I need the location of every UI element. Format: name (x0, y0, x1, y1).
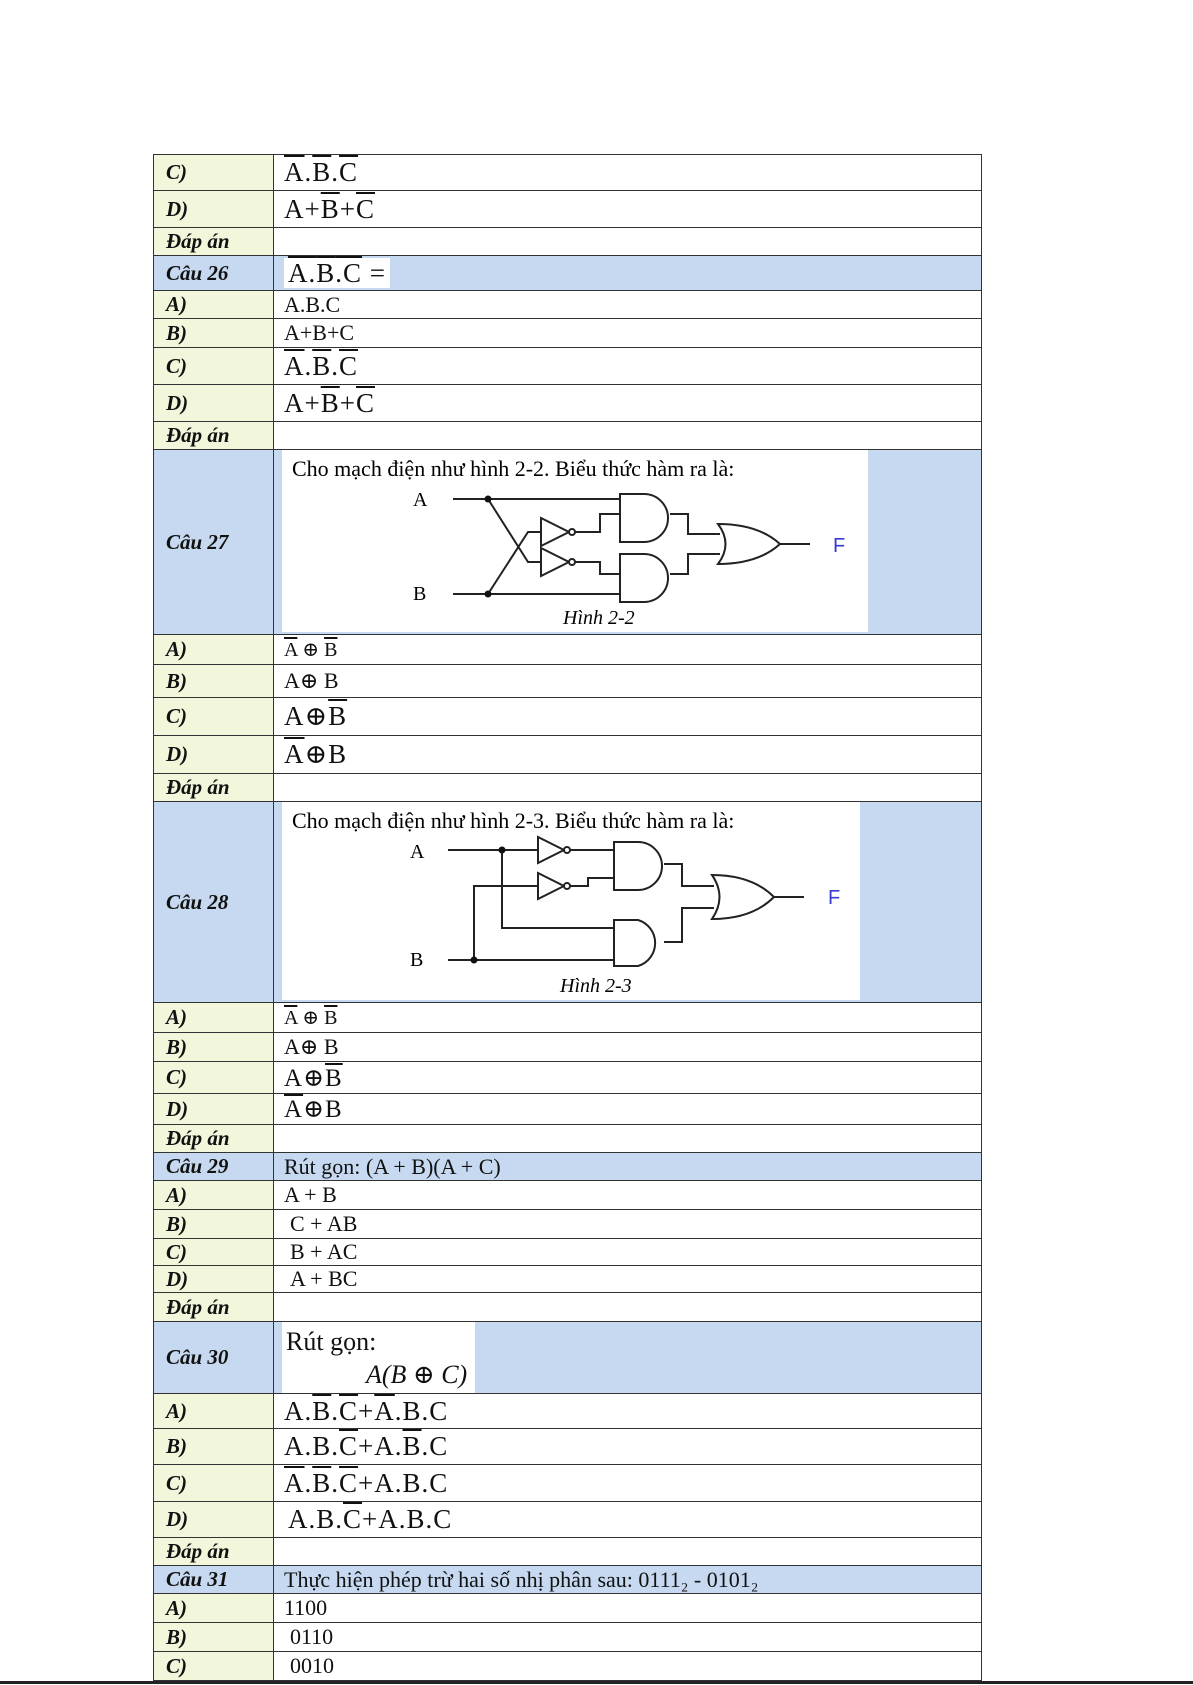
option-b-value: A⊕ B (274, 1033, 982, 1062)
question-label: Câu 27 (154, 450, 274, 635)
answer-label: Đáp án (154, 774, 274, 802)
answer-value[interactable] (274, 1293, 982, 1322)
junction-dot (485, 591, 492, 598)
option-c-value (274, 698, 982, 736)
figure-caption: Hình 2-2 (563, 607, 635, 629)
question-text: Cho mạch điện như hình 2-2. Biểu thức hàm ra là: (292, 456, 735, 481)
option-label-a: A) (154, 1003, 274, 1033)
question-body (274, 802, 982, 1003)
answer-label: Đáp án (154, 1538, 274, 1566)
figure-caption: Hình 2-3 (560, 975, 632, 997)
question-row (154, 1153, 982, 1181)
math-expression: $A+\overline{B}+\overline{C}$ (284, 387, 375, 418)
question-label: Câu 29 (154, 1153, 274, 1181)
answer-label: Đáp án (154, 1293, 274, 1322)
option-b-value: A+B+C (274, 319, 982, 348)
math-expression: $\overline{A}.\overline{B}.\overline{C}$ (284, 350, 359, 381)
answer-row (154, 228, 982, 256)
option-label-b: B) (154, 1210, 274, 1239)
junction-dot (499, 847, 506, 854)
circuit-figure-2-2 (282, 450, 868, 632)
option-label-d: D) (154, 1094, 274, 1125)
math-expression: $\overline{A}.\overline{B}.\overline{C}+A.B.C$ (284, 1467, 449, 1498)
option-row (154, 385, 982, 422)
option-d-value (274, 1502, 982, 1538)
input-a-label: A (410, 841, 425, 863)
question-expression: A(B ⊕ C) (366, 1359, 468, 1389)
question-label: Câu 28 (154, 802, 274, 1003)
option-label-c: C) (154, 348, 274, 385)
option-a-value: $\overline{A}$ ⊕ $\overline{B}$ (274, 635, 982, 665)
option-row (154, 736, 982, 774)
math-expression: $\overline{A}\oplus B$ (284, 739, 348, 769)
page-bottom-rule (0, 1681, 1193, 1684)
option-row (154, 319, 982, 348)
option-c-value (274, 348, 982, 385)
option-row (154, 635, 982, 665)
option-label-b: B) (154, 665, 274, 698)
option-row (154, 191, 982, 228)
option-b-value (274, 1429, 982, 1465)
question-row (154, 802, 982, 1003)
option-d-value (274, 736, 982, 774)
math-expression: $A.\overline{B}.\overline{C}+\overline{A}.B.C$ (284, 1395, 449, 1426)
math-expression: $A\oplus\overline{B}$ (284, 1064, 343, 1092)
option-c-value (274, 1465, 982, 1502)
option-b-value: A⊕ B (274, 665, 982, 698)
option-row (154, 1502, 982, 1538)
option-c-value (274, 155, 982, 191)
question-label: Câu 30 (154, 1322, 274, 1394)
input-b-label: B (413, 583, 427, 605)
math-expression: $\overline{A}.\overline{B}.\overline{C}$ (284, 157, 359, 187)
option-row (154, 1429, 982, 1465)
and-gates (614, 842, 662, 966)
question-image (282, 1322, 475, 1393)
question-body (274, 1322, 982, 1394)
option-label-b: B) (154, 1429, 274, 1465)
option-row (154, 1394, 982, 1429)
option-row (154, 1181, 982, 1210)
option-row (154, 291, 982, 319)
question-label: Câu 31 (154, 1566, 274, 1594)
option-a-value (274, 1394, 982, 1429)
math-expression: $A\oplus\overline{B}$ (284, 701, 348, 731)
option-a-value: A.B.C (274, 291, 982, 319)
option-row (154, 1033, 982, 1062)
option-label-c: C) (154, 1465, 274, 1502)
option-label-d: D) (154, 385, 274, 422)
input-a-label: A (413, 489, 428, 511)
answer-row (154, 774, 982, 802)
option-row (154, 155, 982, 191)
option-label-d: D) (154, 191, 274, 228)
math-expression: $\overline{A}.\overline{B}.\overline{C}$ = (284, 258, 390, 288)
option-label-d: D) (154, 1266, 274, 1293)
question-row (154, 450, 982, 635)
option-row (154, 1094, 982, 1125)
question-body (274, 450, 982, 635)
or-gate (712, 875, 774, 919)
answer-value[interactable] (274, 228, 982, 256)
junction-dot (485, 496, 492, 503)
answer-row (154, 1538, 982, 1566)
answer-row (154, 422, 982, 450)
option-d-value (274, 191, 982, 228)
option-row (154, 1239, 982, 1266)
junction-dot (471, 957, 478, 964)
option-label-c: C) (154, 1239, 274, 1266)
circuit-figure-2-3 (282, 802, 860, 1000)
answer-value[interactable] (274, 1538, 982, 1566)
option-a-value: $\overline{A}$ ⊕ $\overline{B}$ (274, 1003, 982, 1033)
option-row (154, 348, 982, 385)
option-row (154, 1465, 982, 1502)
not-gates (538, 837, 570, 899)
option-d-value (274, 1094, 982, 1125)
answer-value[interactable] (274, 774, 982, 802)
option-c-value: 0010 (274, 1652, 982, 1681)
output-f-label: F (828, 887, 841, 909)
answer-value[interactable] (274, 1125, 982, 1153)
question-text: Rút gọn: (286, 1327, 377, 1356)
question-row (154, 1566, 982, 1594)
question-row (154, 1322, 982, 1394)
option-b-value: C + AB (274, 1210, 982, 1239)
question-text: Cho mạch điện như hình 2-3. Biểu thức hàm ra là: (292, 808, 735, 833)
output-f-label: F (833, 535, 846, 557)
answer-label: Đáp án (154, 1125, 274, 1153)
option-label-a: A) (154, 635, 274, 665)
question-table (153, 154, 982, 1681)
option-row (154, 1210, 982, 1239)
math-expression: $A.B.\overline{C}+A.B.C$ (288, 1504, 453, 1534)
option-label-d: D) (154, 736, 274, 774)
option-label-a: A) (154, 1394, 274, 1429)
answer-label: Đáp án (154, 422, 274, 450)
option-label-b: B) (154, 1623, 274, 1652)
answer-label: Đáp án (154, 228, 274, 256)
option-row (154, 1062, 982, 1094)
or-gate (718, 524, 780, 564)
option-row (154, 1266, 982, 1293)
option-label-b: B) (154, 319, 274, 348)
option-label-a: A) (154, 291, 274, 319)
answer-row (154, 1293, 982, 1322)
question-text (274, 256, 982, 291)
option-label-c: C) (154, 698, 274, 736)
option-label-a: A) (154, 1181, 274, 1210)
math-expression: $A+\overline{B}+\overline{C}$ (284, 193, 375, 224)
question-row (154, 256, 982, 291)
answer-value[interactable] (274, 422, 982, 450)
math-expression: $\overline{A}\oplus B$ (284, 1096, 343, 1123)
option-a-value: A + B (274, 1181, 982, 1210)
option-label-b: B) (154, 1033, 274, 1062)
input-b-label: B (410, 949, 424, 971)
option-d-value: A + BC (274, 1266, 982, 1293)
option-row (154, 1623, 982, 1652)
option-label-c: C) (154, 1652, 274, 1681)
math-expression: $A.B.\overline{C}+A.\overline{B}.C$ (284, 1431, 449, 1461)
option-b-value: 0110 (274, 1623, 982, 1652)
option-row (154, 1594, 982, 1623)
question-text: Rút gọn: (A + B)(A + C) (274, 1153, 982, 1181)
option-label-d: D) (154, 1502, 274, 1538)
option-label-c: C) (154, 1062, 274, 1094)
option-c-value (274, 1062, 982, 1094)
option-label-c: C) (154, 155, 274, 191)
option-row (154, 1003, 982, 1033)
option-a-value: 1100 (274, 1594, 982, 1623)
question-text: Thực hiện phép trừ hai số nhị phân sau: 0111₂ - 0101₂ (274, 1566, 982, 1594)
option-label-a: A) (154, 1594, 274, 1623)
option-row (154, 1652, 982, 1681)
question-label: Câu 26 (154, 256, 274, 291)
option-row (154, 665, 982, 698)
option-row (154, 698, 982, 736)
not-gates (541, 518, 575, 576)
answer-row (154, 1125, 982, 1153)
option-d-value (274, 385, 982, 422)
option-c-value: B + AC (274, 1239, 982, 1266)
and-gates (620, 494, 668, 602)
